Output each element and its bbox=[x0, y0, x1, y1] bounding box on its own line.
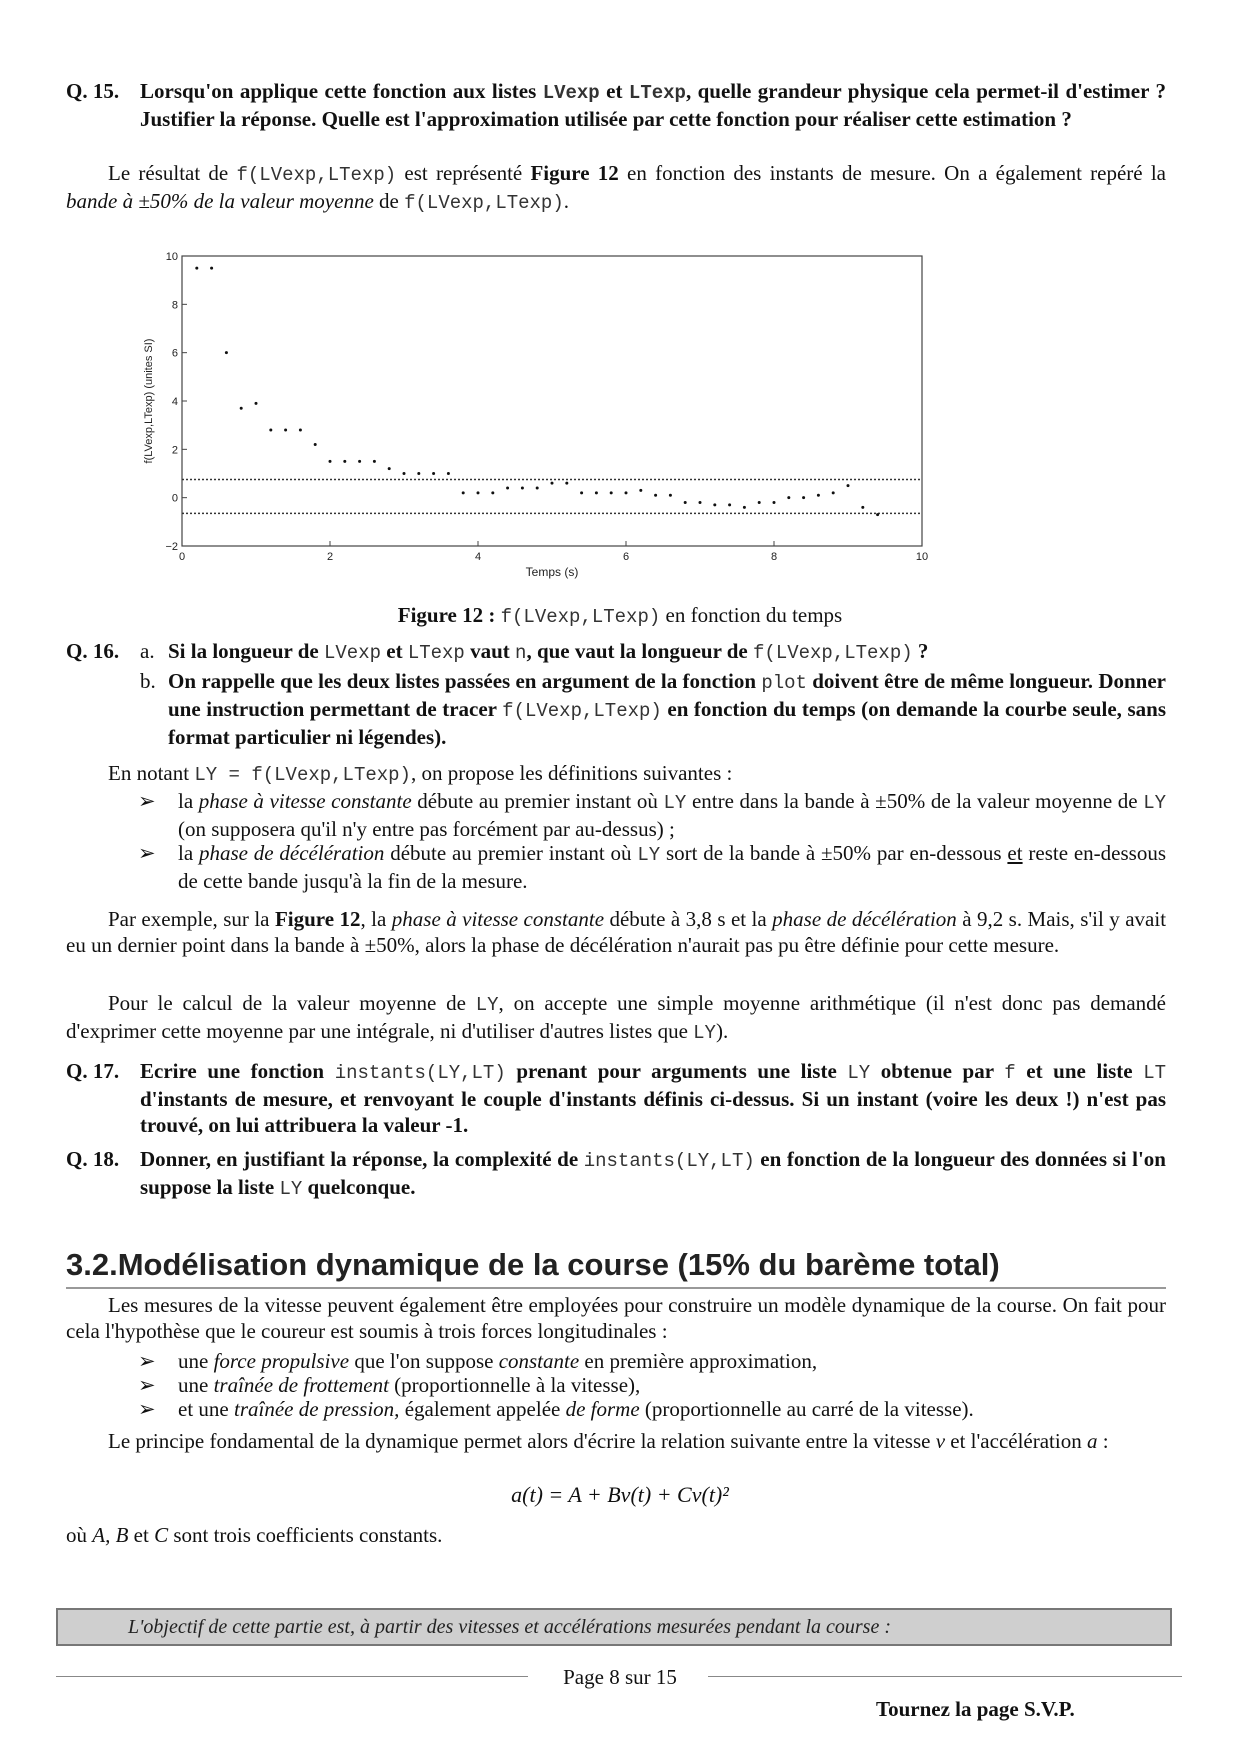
y-tick-label: 4 bbox=[171, 396, 178, 408]
paragraph-pfd: Le principe fondamental de la dynamique permet alors d'écrire la relation suivante entre la vitesse v et l'accélération a : bbox=[108, 1429, 1109, 1453]
data-point bbox=[773, 501, 776, 504]
paragraph-example: Par exemple, sur la Figure 12, la phase à vitesse constante débute à 3,8 s et la phase de décélération à 9,2 s. Mais, s'il y avait eu un dernier point dans la bande à ±50%, alors la phase de décélération n'aurait pas pu être définie pour cette mesure. bbox=[66, 907, 1167, 957]
arrow-bullet-icon: ➢ bbox=[138, 1373, 156, 1397]
section-title: 3.2.Modélisation dynamique de la course (15% du barème total) bbox=[66, 1247, 1000, 1282]
y-tick-label: −2 bbox=[165, 541, 178, 553]
data-point bbox=[195, 267, 198, 270]
question-16a: a. Si la longueur de LVexp et LTexp vaut n, que vaut la longueur de f(LVexp,LTexp) ? bbox=[140, 639, 929, 664]
paragraph-coefficients: où A, B et C sont trois coefficients constants. bbox=[66, 1523, 443, 1547]
y-tick-label: 2 bbox=[171, 444, 178, 457]
data-point bbox=[255, 402, 258, 405]
data-point bbox=[388, 467, 391, 470]
arrow-bullet-icon: ➢ bbox=[138, 1397, 156, 1421]
dynamics-formula: a(t) = A + Bv(t) + Cv(t)² bbox=[511, 1482, 729, 1507]
data-point bbox=[299, 429, 302, 432]
question-number: Q. 15. bbox=[66, 79, 120, 103]
data-point bbox=[743, 506, 746, 509]
objective-box: L'objectif de cette partie est, à partir des vitesses et accélérations mesurées pendant la course : bbox=[56, 1608, 1172, 1646]
data-point bbox=[654, 494, 657, 497]
figure-caption: Figure 12 : f(LVexp,LTexp) en fonction du temps bbox=[397, 603, 843, 628]
data-point bbox=[521, 487, 524, 490]
data-point bbox=[595, 491, 598, 494]
question-number: Q. 16. bbox=[66, 639, 120, 663]
data-point bbox=[462, 491, 465, 494]
data-point bbox=[565, 482, 568, 485]
arrow-bullet-icon: ➢ bbox=[138, 841, 156, 865]
data-point bbox=[758, 501, 761, 504]
data-point bbox=[832, 491, 835, 494]
turn-page-note: Tournez la page S.V.P. bbox=[876, 1697, 1075, 1721]
data-point bbox=[343, 460, 346, 463]
y-tick-label: 0 bbox=[171, 492, 178, 505]
y-tick-label: 10 bbox=[165, 251, 178, 263]
data-point bbox=[580, 491, 583, 494]
data-point bbox=[551, 482, 554, 485]
data-point bbox=[491, 491, 494, 494]
definition-bullet-1: ➢ la phase à vitesse constante débute au premier instant où LY entre dans la bande à ±50% de la valeur moyenne de LY (on supposera qu'il n'y entre pas forcément par au-dessus) ; bbox=[138, 789, 1167, 841]
x-tick-label: 4 bbox=[474, 551, 482, 563]
x-tick-label: 6 bbox=[622, 551, 630, 563]
data-point bbox=[625, 491, 628, 494]
data-point bbox=[669, 494, 672, 497]
x-axis-label: Temps (s) bbox=[525, 565, 579, 579]
data-point bbox=[876, 513, 879, 516]
data-point bbox=[403, 472, 406, 475]
question-16b: b. On rappelle que les deux listes passées en argument de la fonction plot doivent être de même longueur. Donner une instruction permettant de tracer f(LVexp,LTexp) en fonction du temps (on demande la courbe seule, sans format particulier ni légendes). bbox=[140, 669, 1166, 749]
data-point bbox=[506, 487, 509, 490]
data-point bbox=[240, 407, 243, 410]
question-text: Donner, en justifiant la réponse, la complexité de instants(LY,LT) en fonction de la longueur des données si l'on suppose la liste LY quelconque. bbox=[140, 1147, 1166, 1200]
paragraph-model-intro: Les mesures de la vitesse peuvent également être employées pour construire un modèle dynamique de la course. On fait pour cela l'hypothèse que le coureur est soumis à trois forces longitudinales : bbox=[66, 1293, 1166, 1343]
data-point bbox=[684, 501, 687, 504]
data-point bbox=[477, 491, 480, 494]
force-bullet-2: ➢ une traînée de frottement (proportionnelle à la vitesse), bbox=[138, 1373, 641, 1397]
data-point bbox=[639, 489, 642, 492]
data-point bbox=[447, 472, 450, 475]
arrow-bullet-icon: ➢ bbox=[138, 789, 156, 813]
page-number: Page 8 sur 15 bbox=[563, 1665, 677, 1689]
plot-frame bbox=[182, 256, 922, 546]
x-tick-label: 2 bbox=[326, 551, 334, 563]
data-point bbox=[699, 501, 702, 504]
data-point bbox=[329, 460, 332, 463]
x-tick-label: 0 bbox=[178, 551, 186, 563]
data-point bbox=[432, 472, 435, 475]
data-point bbox=[269, 429, 272, 432]
data-point bbox=[610, 491, 613, 494]
data-point bbox=[210, 267, 213, 270]
paragraph-figure-intro: Le résultat de f(LVexp,LTexp) est représenté Figure 12 en fonction des instants de mesure. On a également repéré la bande à ±50% de la valeur moyenne de f(LVexp,LTexp). bbox=[66, 161, 1166, 214]
data-point bbox=[847, 484, 850, 487]
paragraph-mean: Pour le calcul de la valeur moyenne de LY, on accepte une simple moyenne arithmétique (il n'est donc pas demandé d'exprimer cette moyenne par une intégrale, ni d'utiliser d'autres listes que LY). bbox=[66, 991, 1167, 1044]
question-text: Ecrire une fonction instants(LY,LT) prenant pour arguments une liste LY obtenue par f et une liste LT d'instants de mesure, et renvoyant le couple d'instants définis ci-dessus. Si un instant (voire les deux !) n'est pas trouvé, on lui attribuera la valeur -1. bbox=[140, 1059, 1166, 1137]
definition-bullet-2: ➢ la phase de décélération débute au premier instant où LY sort de la bande à ±50% par en-dessous et reste en-dessous de cette bande jusqu'à la fin de la mesure. bbox=[138, 841, 1166, 893]
data-point bbox=[314, 443, 317, 446]
data-point bbox=[861, 506, 864, 509]
section-rule bbox=[66, 1287, 1166, 1289]
question-16 bbox=[66, 638, 1166, 750]
data-point bbox=[728, 503, 731, 506]
question-number: Q. 17. bbox=[66, 1059, 120, 1083]
y-tick-label: 6 bbox=[171, 347, 178, 360]
arrow-bullet-icon: ➢ bbox=[138, 1349, 156, 1373]
data-point bbox=[358, 460, 361, 463]
question-text: Lorsqu'on applique cette fonction aux listes LVexp et LTexp, quelle grandeur physique cela permet-il d'estimer ? Justifier la réponse. Quelle est l'approximation utilisée par cette fonction pour réaliser cette estimation ? bbox=[140, 79, 1166, 131]
data-point bbox=[787, 496, 790, 499]
question-15 bbox=[66, 78, 1166, 132]
data-point bbox=[536, 487, 539, 490]
y-axis-label: f(LVexp,LTexp) (unites SI) bbox=[143, 338, 155, 464]
data-point bbox=[225, 351, 228, 354]
figure-12-chart bbox=[130, 240, 940, 580]
data-point bbox=[373, 460, 376, 463]
x-tick-label: 8 bbox=[770, 551, 778, 563]
question-18 bbox=[66, 1146, 1166, 1202]
data-point bbox=[713, 503, 716, 506]
paragraph-definitions: En notant LY = f(LVexp,LTexp), on propose les définitions suivantes : bbox=[108, 761, 733, 786]
data-point bbox=[284, 429, 287, 432]
x-tick-label: 10 bbox=[915, 551, 929, 563]
force-bullet-3: ➢ et une traînée de pression, également appelée de forme (proportionnelle au carré de la vitesse). bbox=[138, 1397, 974, 1421]
y-tick-label: 8 bbox=[171, 299, 178, 312]
data-point bbox=[802, 496, 805, 499]
data-point bbox=[817, 494, 820, 497]
force-bullet-1: ➢ une force propulsive que l'on suppose constante en première approximation, bbox=[138, 1349, 818, 1373]
data-point bbox=[417, 472, 420, 475]
question-number: Q. 18. bbox=[66, 1147, 120, 1171]
question-17 bbox=[66, 1058, 1166, 1138]
